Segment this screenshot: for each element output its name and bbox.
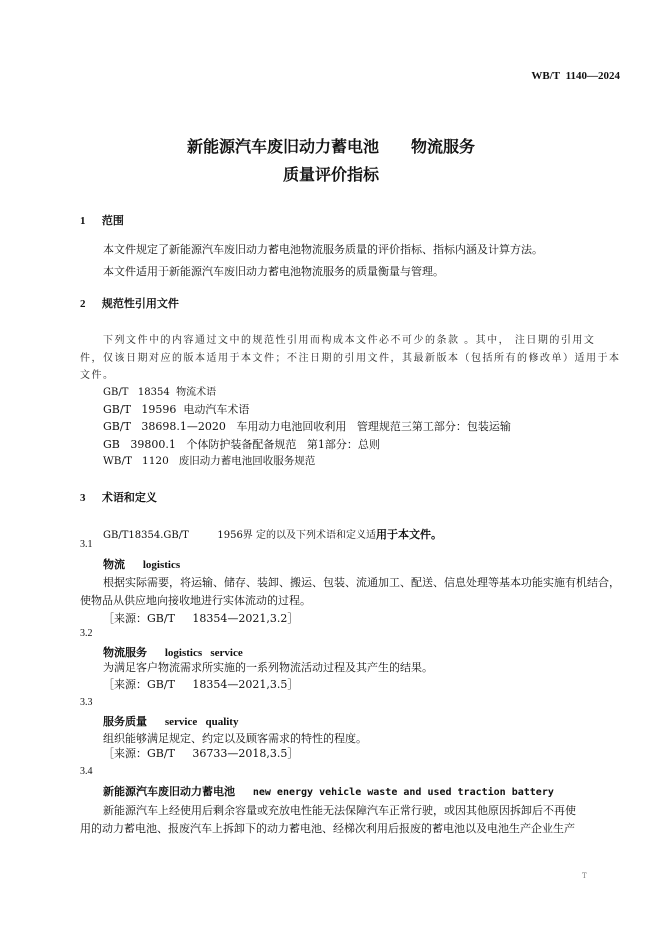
term-chinese: 物流 [103, 558, 125, 571]
term-source: ［来源：GB/T 18354—2021,3.2］ [103, 612, 299, 625]
section-intro [103, 526, 442, 542]
term-chinese: 新能源汽车废旧动力蓄电池 [103, 785, 235, 798]
normative-reference: GB/T 18354 物流术语 [103, 387, 217, 398]
paragraph: 本文件规定了新能源汽车废旧动力蓄电池物流服务质量的评价指标、指标内涵及计算方法。 [103, 243, 543, 256]
term-chinese: 服务质量 [103, 715, 147, 728]
term-heading [103, 644, 243, 660]
term-heading [103, 556, 180, 572]
term-definition: 根据实际需要，将运输、储存、装卸、搬运、包装、流通加工、配送、信息处理等基本功能实施有机结合， [103, 576, 620, 589]
term-source: ［来源：GB/T 36733—2018,3.5］ [103, 747, 299, 760]
term-definition: 使物品从供应地向接收地进行实体流动的过程。 [80, 594, 311, 607]
term-heading [103, 713, 238, 729]
section-intro-text: GB/T18354.GB/T 1956界 定的以及下列术语和定义适 [103, 530, 376, 541]
section-number: 1 [80, 215, 86, 227]
term-english: logistics service [164, 647, 243, 659]
term-heading [103, 783, 554, 799]
section-heading [80, 212, 124, 228]
normative-reference: GB/T 38698.1—2020 车用动力电池回收利用 管理规范三第工部分：包装运输 [103, 420, 511, 433]
section-intro-emphasis: 用于本文件。 [375, 528, 442, 541]
term-english: service quality [164, 716, 239, 728]
term-definition: 组织能够满足规定、约定以及顾客需求的特性的程度。 [103, 732, 367, 745]
paragraph-line: 文件。 [80, 370, 115, 381]
section-title: 规范性引用文件 [101, 297, 179, 310]
section-heading [80, 295, 179, 311]
normative-reference: WB/T 1120 废旧动力蓄电池回收服务规范 [103, 455, 316, 467]
term-definition: 新能源汽车上经使用后剩余容量或充放电性能无法保障汽车正常行驶，或因其他原因拆卸后不再使 [103, 804, 576, 817]
document-title-line1: 新能源汽车废旧动力蓄电池 物流服务 [186, 137, 475, 156]
term-number: 3.1 [80, 539, 93, 550]
term-english: new energy vehicle waste and used traction battery [252, 787, 554, 798]
term-number: 3.3 [80, 697, 93, 708]
normative-reference: GB 39800.1 个体防护装备配备规范 第1部分：总则 [103, 438, 380, 451]
term-number: 3.2 [80, 628, 93, 639]
term-source: ［来源：GB/T 18354—2021,3.5］ [103, 678, 299, 691]
paragraph: 本文件适用于新能源汽车废旧动力蓄电池物流服务的质量衡量与管理。 [103, 265, 444, 278]
section-number: 2 [80, 298, 86, 310]
normative-reference: GB/T 19596 电动汽车术语 [103, 403, 250, 416]
term-english: logistics [142, 559, 181, 571]
term-number: 3.4 [80, 766, 93, 777]
section-title: 范围 [101, 214, 124, 227]
document-code: WB/T 1140—2024 [531, 70, 620, 82]
paragraph-line: 件，仅该日期对应的版本适用于本文件；不注日期的引用文件，其最新版本（包括所有的修改单）适用于本 [80, 353, 621, 364]
term-definition: 用的动力蓄电池、报废汽车上拆卸下的动力蓄电池、经梯次利用后报废的蓄电池以及电池生产企业生产 [80, 822, 575, 835]
section-title: 术语和定义 [101, 491, 157, 504]
section-number: 3 [80, 492, 86, 504]
term-chinese: 物流服务 [103, 646, 147, 659]
document-title-line2: 质量评价指标 [282, 165, 379, 184]
term-definition: 为满足客户物流需求所实施的一系列物流活动过程及其产生的结果。 [103, 661, 433, 674]
paragraph-line: 下列文件中的内容通过文中的规范性引用而构成本文件必不可少的条款 。其中， 注日期的引用文 [103, 335, 596, 346]
section-heading [80, 489, 157, 505]
page-mark: T [582, 872, 587, 880]
